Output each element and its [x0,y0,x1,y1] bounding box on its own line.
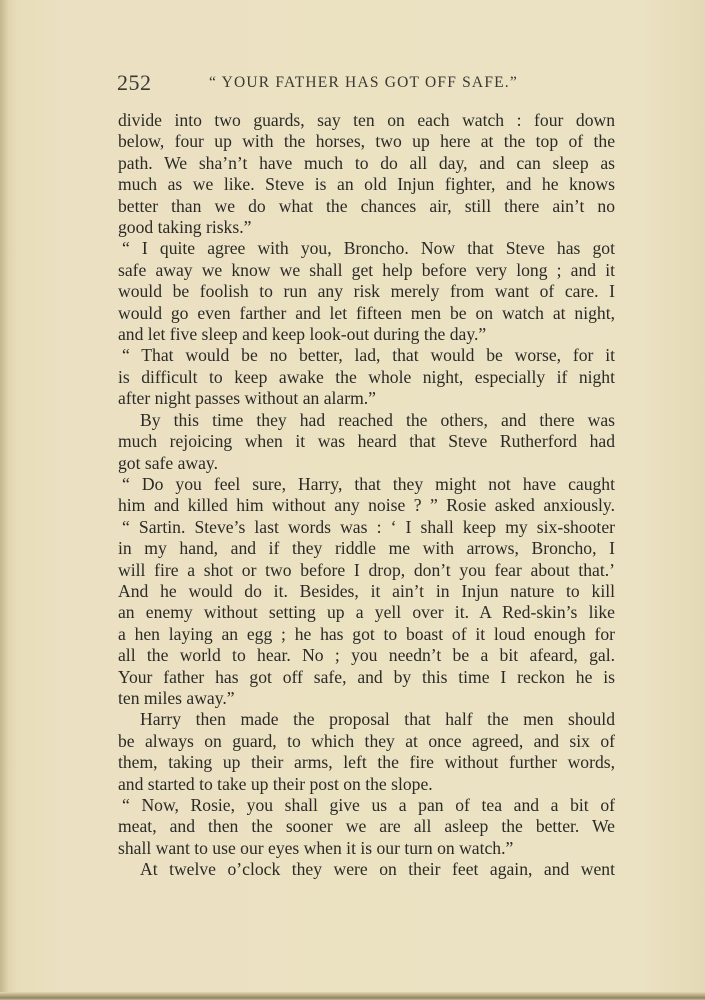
text-line: meat, and then the sooner we are all asleep the better. We [118,816,615,837]
text-line: would be foolish to run any risk merely from want of care. I [118,281,615,302]
text-line: good taking risks.” [118,217,252,238]
text-line: a hen laying an egg ; he has got to boast of it loud enough for [118,623,615,644]
text-line: is difficult to keep awake the whole night, especially if night [118,366,615,387]
text-line: “ That would be no better, lad, that would be worse, for it [122,345,615,366]
text-line: Harry then made the proposal that half the men should [140,709,615,730]
page-bottom-edge [0,992,705,1000]
text-line: “ Do you feel sure, Harry, that they might not have caught [122,473,615,494]
running-head: “ YOUR FATHER HAS GOT OFF SAFE.” [209,74,518,91]
text-line: better than we do what the chances air, still there ain’t no [118,195,615,216]
text-line: will fire a shot or two before I drop, don’t you fear about that.’ [118,559,615,580]
text-line: and started to take up their post on the slope. [118,773,433,794]
text-line: much as we like. Steve is an old Injun fighter, and he knows [118,174,615,195]
text-line: in my hand, and if they riddle me with arrows, Broncho, I [118,538,615,559]
text-line: ten miles away.” [118,687,235,708]
body-text [118,110,615,881]
text-line: “ Now, Rosie, you shall give us a pan of tea and a bit of [122,795,615,815]
text-line: “ I quite agree with you, Broncho. Now that Steve has got [122,238,615,259]
text-line: after night passes without an alarm.” [118,388,376,409]
page-number: 252 [117,70,152,95]
text-line: path. We sha’n’t have much to do all day, and can sleep as [118,152,615,173]
text-line: And he would do it. Besides, it ain’t in Injun nature to kill [118,580,615,601]
text-line: and let five sleep and keep look-out during the day.” [118,324,487,345]
text-line: would go even farther and let fifteen men be on watch at night, [118,302,615,323]
text-line: an enemy without setting up a yell over it. A Red-skin’s like [118,602,615,623]
text-line: divide into two guards, say ten on each watch : four down [118,110,615,130]
text-line: be always on guard, to which they at once agreed, and six of [118,730,615,751]
text-line: “ Sartin. Steve’s last words was : ‘ I shall keep my six-shooter [122,516,615,537]
text-line: By this time they had reached the others, and there was [140,409,615,430]
text-line: them, taking up their arms, left the fire without further words, [118,752,615,773]
text-line: him and killed him without any noise ? ” Rosie asked anxiously. [118,495,615,516]
text-line: got safe away. [118,452,218,473]
text-line: At twelve o’clock they were on their feet again, and went [140,859,615,880]
text-line: below, four up with the horses, two up here at the top of the [118,131,615,152]
text-line: much rejoicing when it was heard that Steve Rutherford had [118,431,615,452]
page-binding-edge [0,0,8,1000]
page-header [117,70,617,96]
text-line: Your father has got off safe, and by this time I reckon he is [118,666,615,687]
text-line: safe away we know we shall get help before very long ; and it [118,259,615,280]
text-line: shall want to use our eyes when it is our turn on watch.” [118,837,514,858]
text-line: all the world to hear. No ; you needn’t be a bit afeard, gal. [118,645,615,666]
